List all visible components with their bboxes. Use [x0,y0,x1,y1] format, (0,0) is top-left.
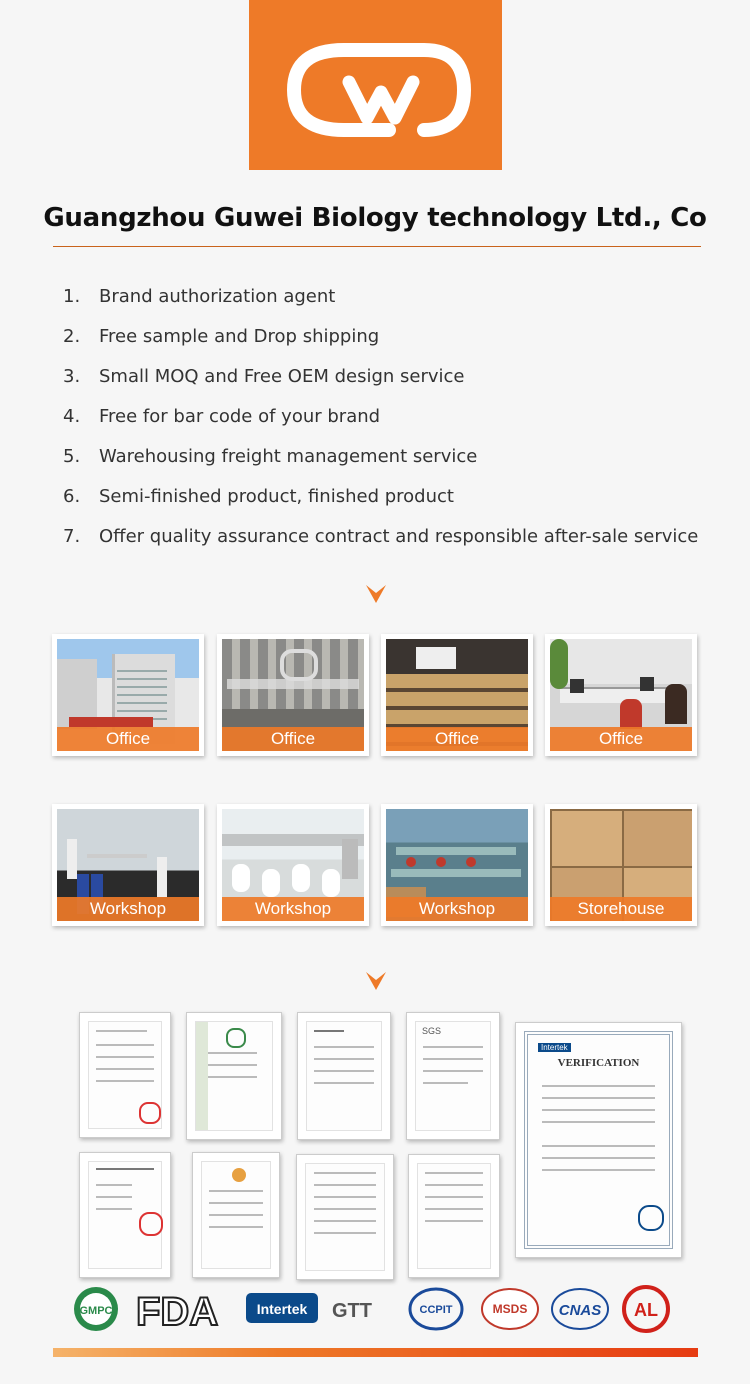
feature-item: 1. Brand authorization agent [63,286,336,307]
ccpit-logo [410,1289,462,1329]
photo-caption: Office [386,727,528,751]
certificate-document [186,1012,282,1140]
svg-text:Intertek: Intertek [256,1301,308,1317]
cnas-logo [552,1289,608,1329]
photo-office-building [52,634,204,756]
svg-text:CNAS: CNAS [558,1302,602,1319]
photo-office-desks [545,634,697,756]
svg-text:FDA: FDA [136,1290,219,1334]
msds-logo [482,1289,538,1329]
photo-storehouse [545,804,697,926]
fda-logo [136,1290,218,1334]
svg-text:MSDS: MSDS [492,1302,528,1316]
photo-workshop-lab [52,804,204,926]
certificate-document [296,1154,394,1280]
brand-logo [249,0,502,170]
footer-accent-bar [53,1348,698,1357]
feature-item: 5. Warehousing freight management service [63,446,478,467]
certification-logos [68,1285,688,1335]
gtt-logo [332,1300,372,1322]
certificate-document: SGS [406,1012,500,1140]
photo-caption: Office [222,727,364,751]
certificate-document [192,1152,280,1278]
photo-caption: Workshop [386,897,528,921]
feature-item: 2. Free sample and Drop shipping [63,326,380,347]
photo-workshop-cleanroom [217,804,369,926]
photo-caption: Office [550,727,692,751]
photo-workshop-assembly [381,804,533,926]
photo-office-lobby [217,634,369,756]
certificate-document [79,1152,171,1278]
intertek-logo [246,1293,318,1323]
feature-item: 7. Offer quality assurance contract and responsible after-sale service [63,526,699,547]
certificate-document [79,1012,171,1138]
company-name: Guangzhou Guwei Biology technology Ltd., Co [43,203,707,233]
svg-text:AL: AL [634,1300,658,1320]
verification-certificate: Intertek VERIFICATION [515,1022,682,1258]
photo-caption: Workshop [57,897,199,921]
photo-caption: Office [57,727,199,751]
svg-text:GMPC: GMPC [79,1305,113,1317]
certificate-document [408,1154,500,1278]
svg-text:CCPIT: CCPIT [419,1304,453,1316]
gmpc-logo [74,1287,118,1331]
al-logo [624,1287,668,1331]
feature-item: 3. Small MOQ and Free OEM design service [63,366,465,387]
feature-item: 4. Free for bar code of your brand [63,406,381,427]
photo-caption: Workshop [222,897,364,921]
feature-list [63,284,698,564]
svg-text:GTT: GTT [332,1300,372,1322]
photo-caption: Storehouse [550,897,692,921]
feature-item: 6. Semi-finished product, finished product [63,486,454,507]
photo-office-showroom [381,634,533,756]
certificate-document [297,1012,391,1140]
title-divider [53,246,701,247]
